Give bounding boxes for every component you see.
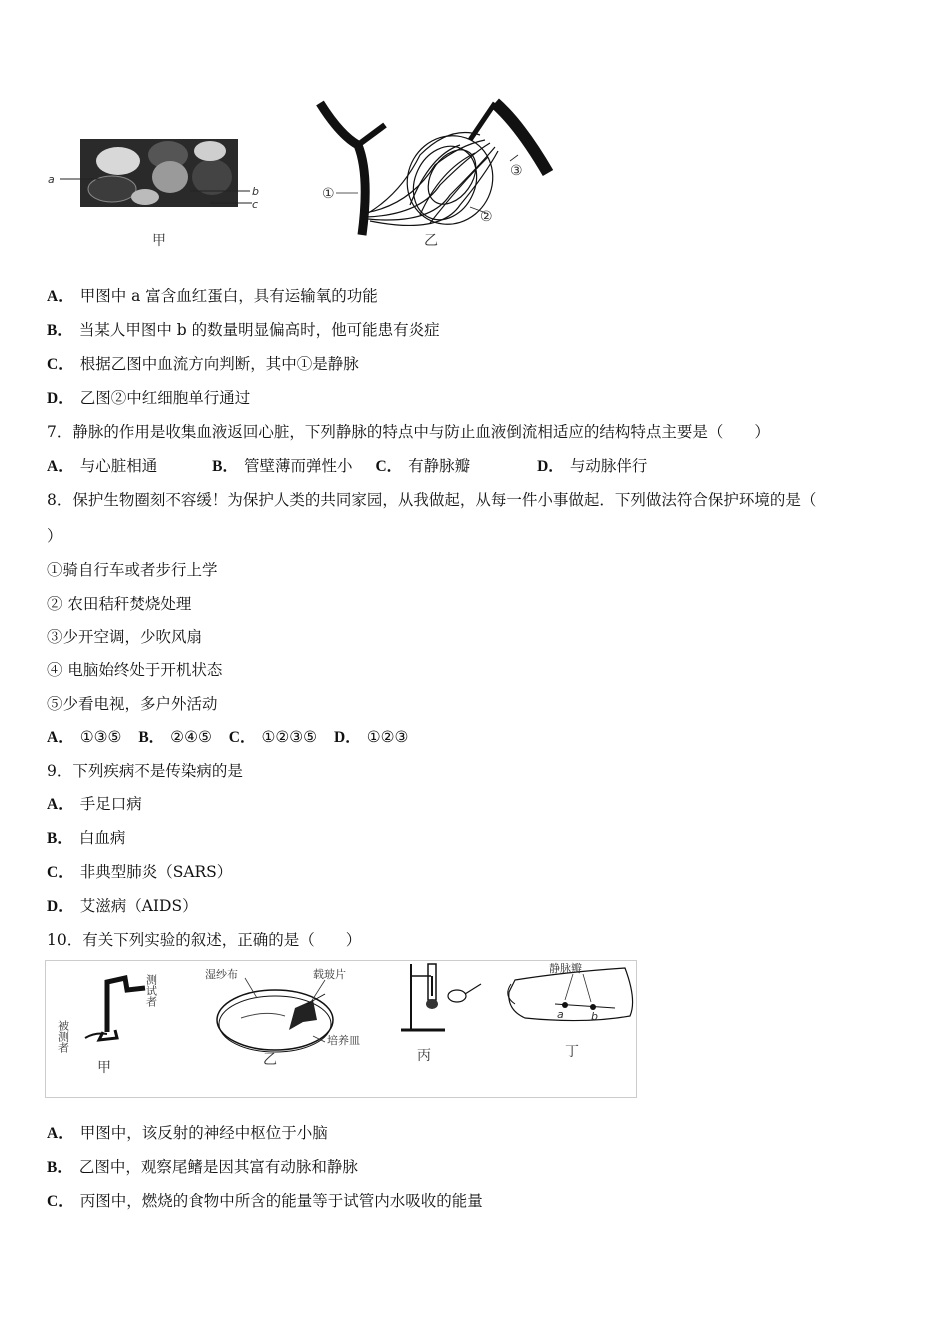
q10-stem: 10．有关下列实验的叙述，正确的是（ ） (47, 931, 362, 949)
label-dish: 培养皿 (327, 1034, 360, 1047)
marker-c: c (252, 198, 259, 211)
label-vein-valve: 静脉瓣 (549, 962, 582, 975)
marker-2: ② (480, 209, 493, 225)
q8-stem-end: ） (47, 527, 63, 545)
marker-b: b (252, 185, 259, 198)
label-subject: 被测者 (56, 1020, 70, 1053)
label-q10-jia: 甲 (97, 1060, 111, 1076)
q8-item-4: ④ 电脑始终处于开机状态 (47, 661, 223, 679)
label-tester: 测试者 (144, 974, 158, 1007)
q7-stem: 7．静脉的作用是收集血液返回心脏，下列静脉的特点中与防止血液倒流相适应的结构特点主要是（ ） (47, 423, 770, 441)
label-wet-gauze: 湿纱布 (205, 968, 238, 981)
q6-option-a[interactable]: A． 甲图中 a 富含血红蛋白，具有运输氧的功能 (47, 287, 378, 305)
arm-vein-figure (508, 961, 633, 1060)
q8-item-1: ①骑自行车或者步行上学 (47, 561, 218, 579)
marker-a: a (48, 173, 55, 186)
combustion-figure (401, 964, 481, 1064)
q7-options (47, 456, 647, 477)
q9-option-b[interactable]: B． 白血病 (47, 829, 126, 847)
label-q10-a: a (557, 1008, 564, 1021)
q9-option-a[interactable]: A． 手足口病 (47, 795, 142, 813)
q9-option-d[interactable]: D． 艾滋病（AIDS） (47, 897, 198, 915)
q8-options (47, 727, 408, 748)
label-q10-b: b (591, 1010, 598, 1023)
q8-option-b[interactable]: B． ②④⑤ (138, 728, 212, 746)
q10-figure (45, 960, 638, 1100)
q10-option-c[interactable]: C． 丙图中，燃烧的食物中所含的能量等于试管内水吸收的能量 (47, 1192, 483, 1210)
q9-stem: 9．下列疾病不是传染病的是 (47, 762, 243, 780)
q8-option-c[interactable]: C． ①②③⑤ (228, 728, 318, 746)
label-yi: 乙 (424, 233, 438, 249)
label-slide: 载玻片 (313, 968, 346, 981)
marker-1: ① (322, 186, 335, 202)
q8-item-2: ② 农田秸秆焚烧处理 (47, 595, 192, 613)
q8-stem: 8．保护生物圈刻不容缓！为保护人类的共同家园，从我做起，从每一件小事做起．下列做法符合保护环境的是（ (47, 491, 817, 509)
q7-option-c[interactable]: C． 有静脉瓣 (375, 457, 471, 475)
top-figure (40, 95, 560, 255)
q7-option-d[interactable]: D． 与动脉伴行 (537, 457, 648, 475)
petri-dish-figure (205, 967, 360, 1068)
blood-smear-figure (48, 139, 259, 249)
q8-item-3: ③少开空调，少吹风扇 (47, 628, 203, 646)
q8-option-d[interactable]: D． ①②③ (334, 728, 409, 746)
q6-option-b[interactable]: B． 当某人甲图中 b 的数量明显偏高时，他可能患有炎症 (47, 321, 440, 339)
q9-option-c[interactable]: C． 非典型肺炎（SARS） (47, 863, 233, 881)
q10-option-b[interactable]: B． 乙图中，观察尾鳍是因其富有动脉和静脉 (47, 1158, 358, 1176)
q6-option-d[interactable]: D． 乙图②中红细胞单行通过 (47, 389, 251, 407)
q7-option-a[interactable]: A． 与心脏相通 (47, 457, 158, 475)
label-q10-bing: 丙 (417, 1048, 431, 1064)
label-jia: 甲 (152, 233, 166, 249)
q10-option-a[interactable]: A． 甲图中，该反射的神经中枢位于小脑 (47, 1124, 328, 1142)
q8-item-5: ⑤少看电视，多户外活动 (47, 695, 218, 713)
q7-option-b[interactable]: B． 管壁薄而弹性小 (212, 457, 353, 475)
capillary-figure (320, 103, 548, 249)
q8-option-a[interactable]: A． ①③⑤ (47, 728, 122, 746)
label-q10-ding: 丁 (565, 1044, 579, 1060)
marker-3: ③ (510, 163, 523, 179)
q6-option-c[interactable]: C． 根据乙图中血流方向判断，其中①是静脉 (47, 355, 359, 373)
ruler-test-figure (57, 973, 158, 1076)
label-q10-yi: 乙 (263, 1052, 277, 1068)
